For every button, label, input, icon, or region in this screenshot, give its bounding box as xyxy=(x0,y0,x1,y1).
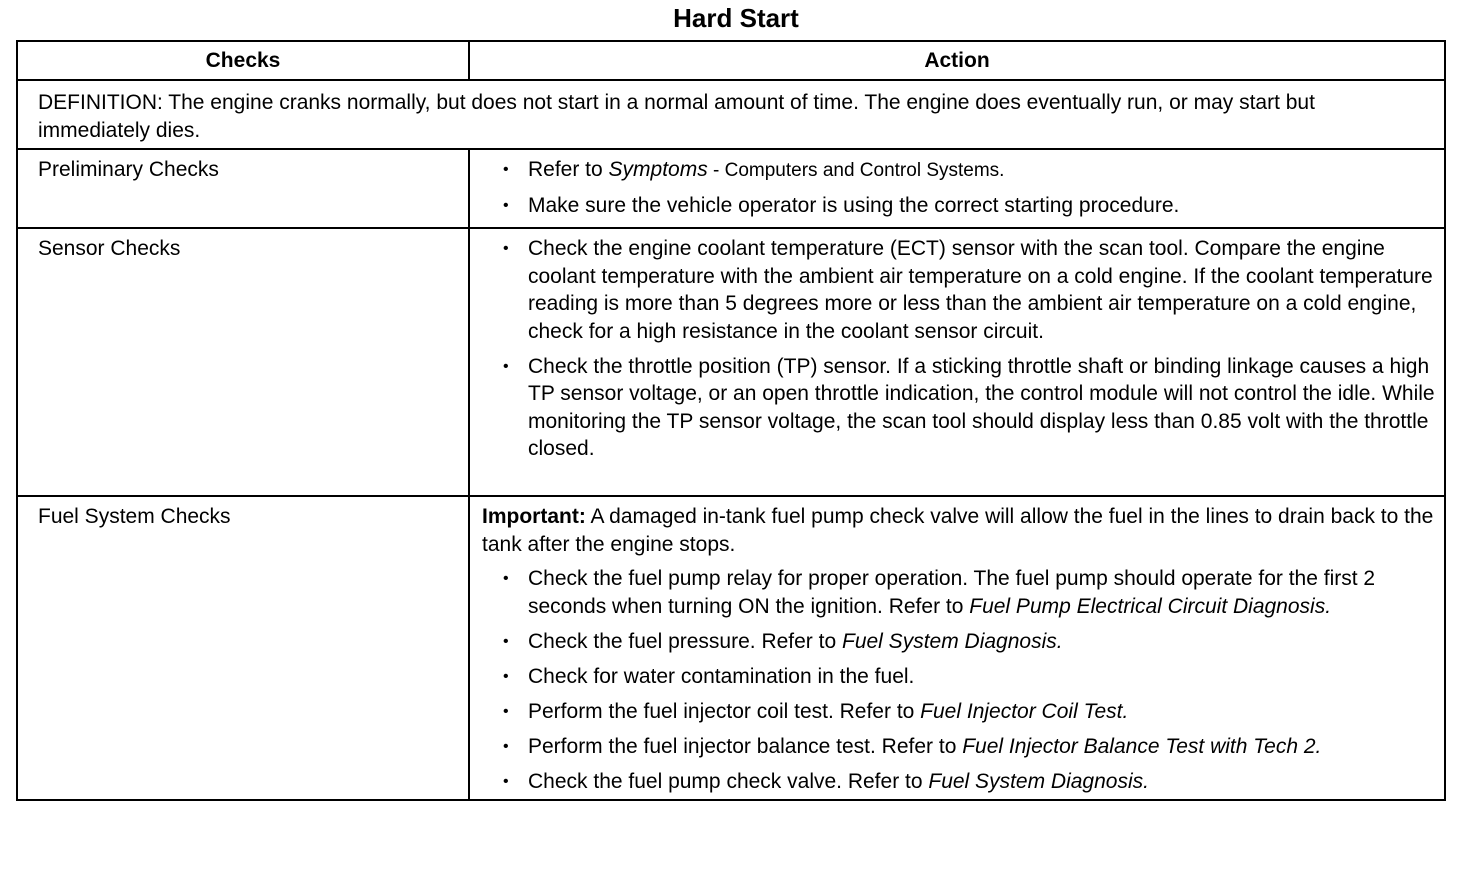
action-cell xyxy=(469,496,1445,800)
list-item xyxy=(503,663,1436,691)
header-action: Action xyxy=(469,41,1445,80)
check-label: Fuel System Checks xyxy=(17,496,469,800)
item-italic-ref: Symptoms xyxy=(608,158,708,181)
item-text: Check the engine coolant temperature (ECT) sensor with the scan tool. Compare the engine coolant temperature with the ambient air temperature on a cold engine. If the coolant temperature reading is more than 5 degrees more or less than the ambient air temperature on a cold engine, check for a high resistance in the coolant sensor circuit. xyxy=(528,237,1433,343)
bullet-icon: • xyxy=(503,702,509,720)
item-text: Check the fuel pump relay for proper operation. The fuel pump should operate for the first 2 seconds when turning ON the ignition. Refer to xyxy=(528,567,1376,618)
item-text: Perform the fuel injector coil test. Refer to xyxy=(528,699,921,723)
list-item xyxy=(503,733,1436,761)
item-text: - Computers and Control Systems. xyxy=(707,160,1005,181)
definition-text: DEFINITION: The engine cranks normally, but does not start in a normal amount of time. The engine does eventually run, or may start but immediately dies. xyxy=(17,80,1445,149)
bullet-icon: • xyxy=(503,240,509,257)
item-text: Check the fuel pressure. Refer to xyxy=(528,629,842,653)
bullet-list xyxy=(482,235,1436,463)
bullet-icon: • xyxy=(503,667,509,685)
document-title: Hard Start xyxy=(673,3,799,33)
important-label: Important: xyxy=(482,505,586,528)
item-italic-ref: Fuel System Diagnosis. xyxy=(842,629,1063,653)
list-item xyxy=(503,192,1436,220)
item-italic-ref: Fuel Injector Balance Test with Tech 2. xyxy=(962,734,1322,758)
bullet-list xyxy=(482,156,1436,220)
item-text: Perform the fuel injector balance test. Refer to xyxy=(528,734,963,758)
item-text: Check for water contamination in the fuel. xyxy=(528,664,915,688)
list-item xyxy=(503,353,1436,463)
check-label: Sensor Checks xyxy=(17,228,469,496)
header-row xyxy=(17,41,1445,80)
header-checks: Checks xyxy=(17,41,469,80)
table-row xyxy=(17,496,1445,800)
important-note xyxy=(482,503,1436,558)
bullet-icon: • xyxy=(503,632,509,650)
action-cell xyxy=(469,149,1445,228)
item-text: Refer to xyxy=(528,158,609,181)
check-label: Preliminary Checks xyxy=(17,149,469,228)
bullet-icon: • xyxy=(503,197,509,214)
list-item xyxy=(503,628,1436,656)
list-item xyxy=(503,565,1436,620)
table-row xyxy=(17,228,1445,496)
item-italic-ref: Fuel Injector Coil Test. xyxy=(920,699,1129,723)
hard-start-table xyxy=(16,40,1446,801)
list-item xyxy=(503,235,1436,345)
action-cell xyxy=(469,228,1445,496)
bullet-icon: • xyxy=(503,737,509,755)
bullet-icon: • xyxy=(503,357,509,375)
important-text: A damaged in-tank fuel pump check valve will allow the fuel in the lines to drain back to the tank after the engine stops. xyxy=(482,505,1434,556)
list-item xyxy=(503,156,1436,185)
list-item xyxy=(503,768,1436,796)
item-italic-ref: Fuel System Diagnosis. xyxy=(928,769,1149,793)
item-text: Make sure the vehicle operator is using the correct starting procedure. xyxy=(528,194,1180,217)
definition-row xyxy=(17,80,1445,149)
item-text: Check the throttle position (TP) sensor. If a sticking throttle shaft or binding linkage causes a high TP sensor voltage, or an open throttle indication, the control module will not control the idle. While monitoring the TP sensor voltage, the scan tool should display less than 0.85 volt with the throttle closed. xyxy=(528,354,1435,460)
bullet-icon: • xyxy=(503,161,509,178)
item-text: Check the fuel pump check valve. Refer to xyxy=(528,769,929,793)
item-italic-ref: Fuel Pump Electrical Circuit Diagnosis. xyxy=(969,594,1332,618)
bullet-list xyxy=(482,565,1436,795)
table-row xyxy=(17,149,1445,228)
list-item xyxy=(503,698,1436,726)
bullet-icon: • xyxy=(503,772,509,790)
bullet-icon: • xyxy=(503,570,509,587)
